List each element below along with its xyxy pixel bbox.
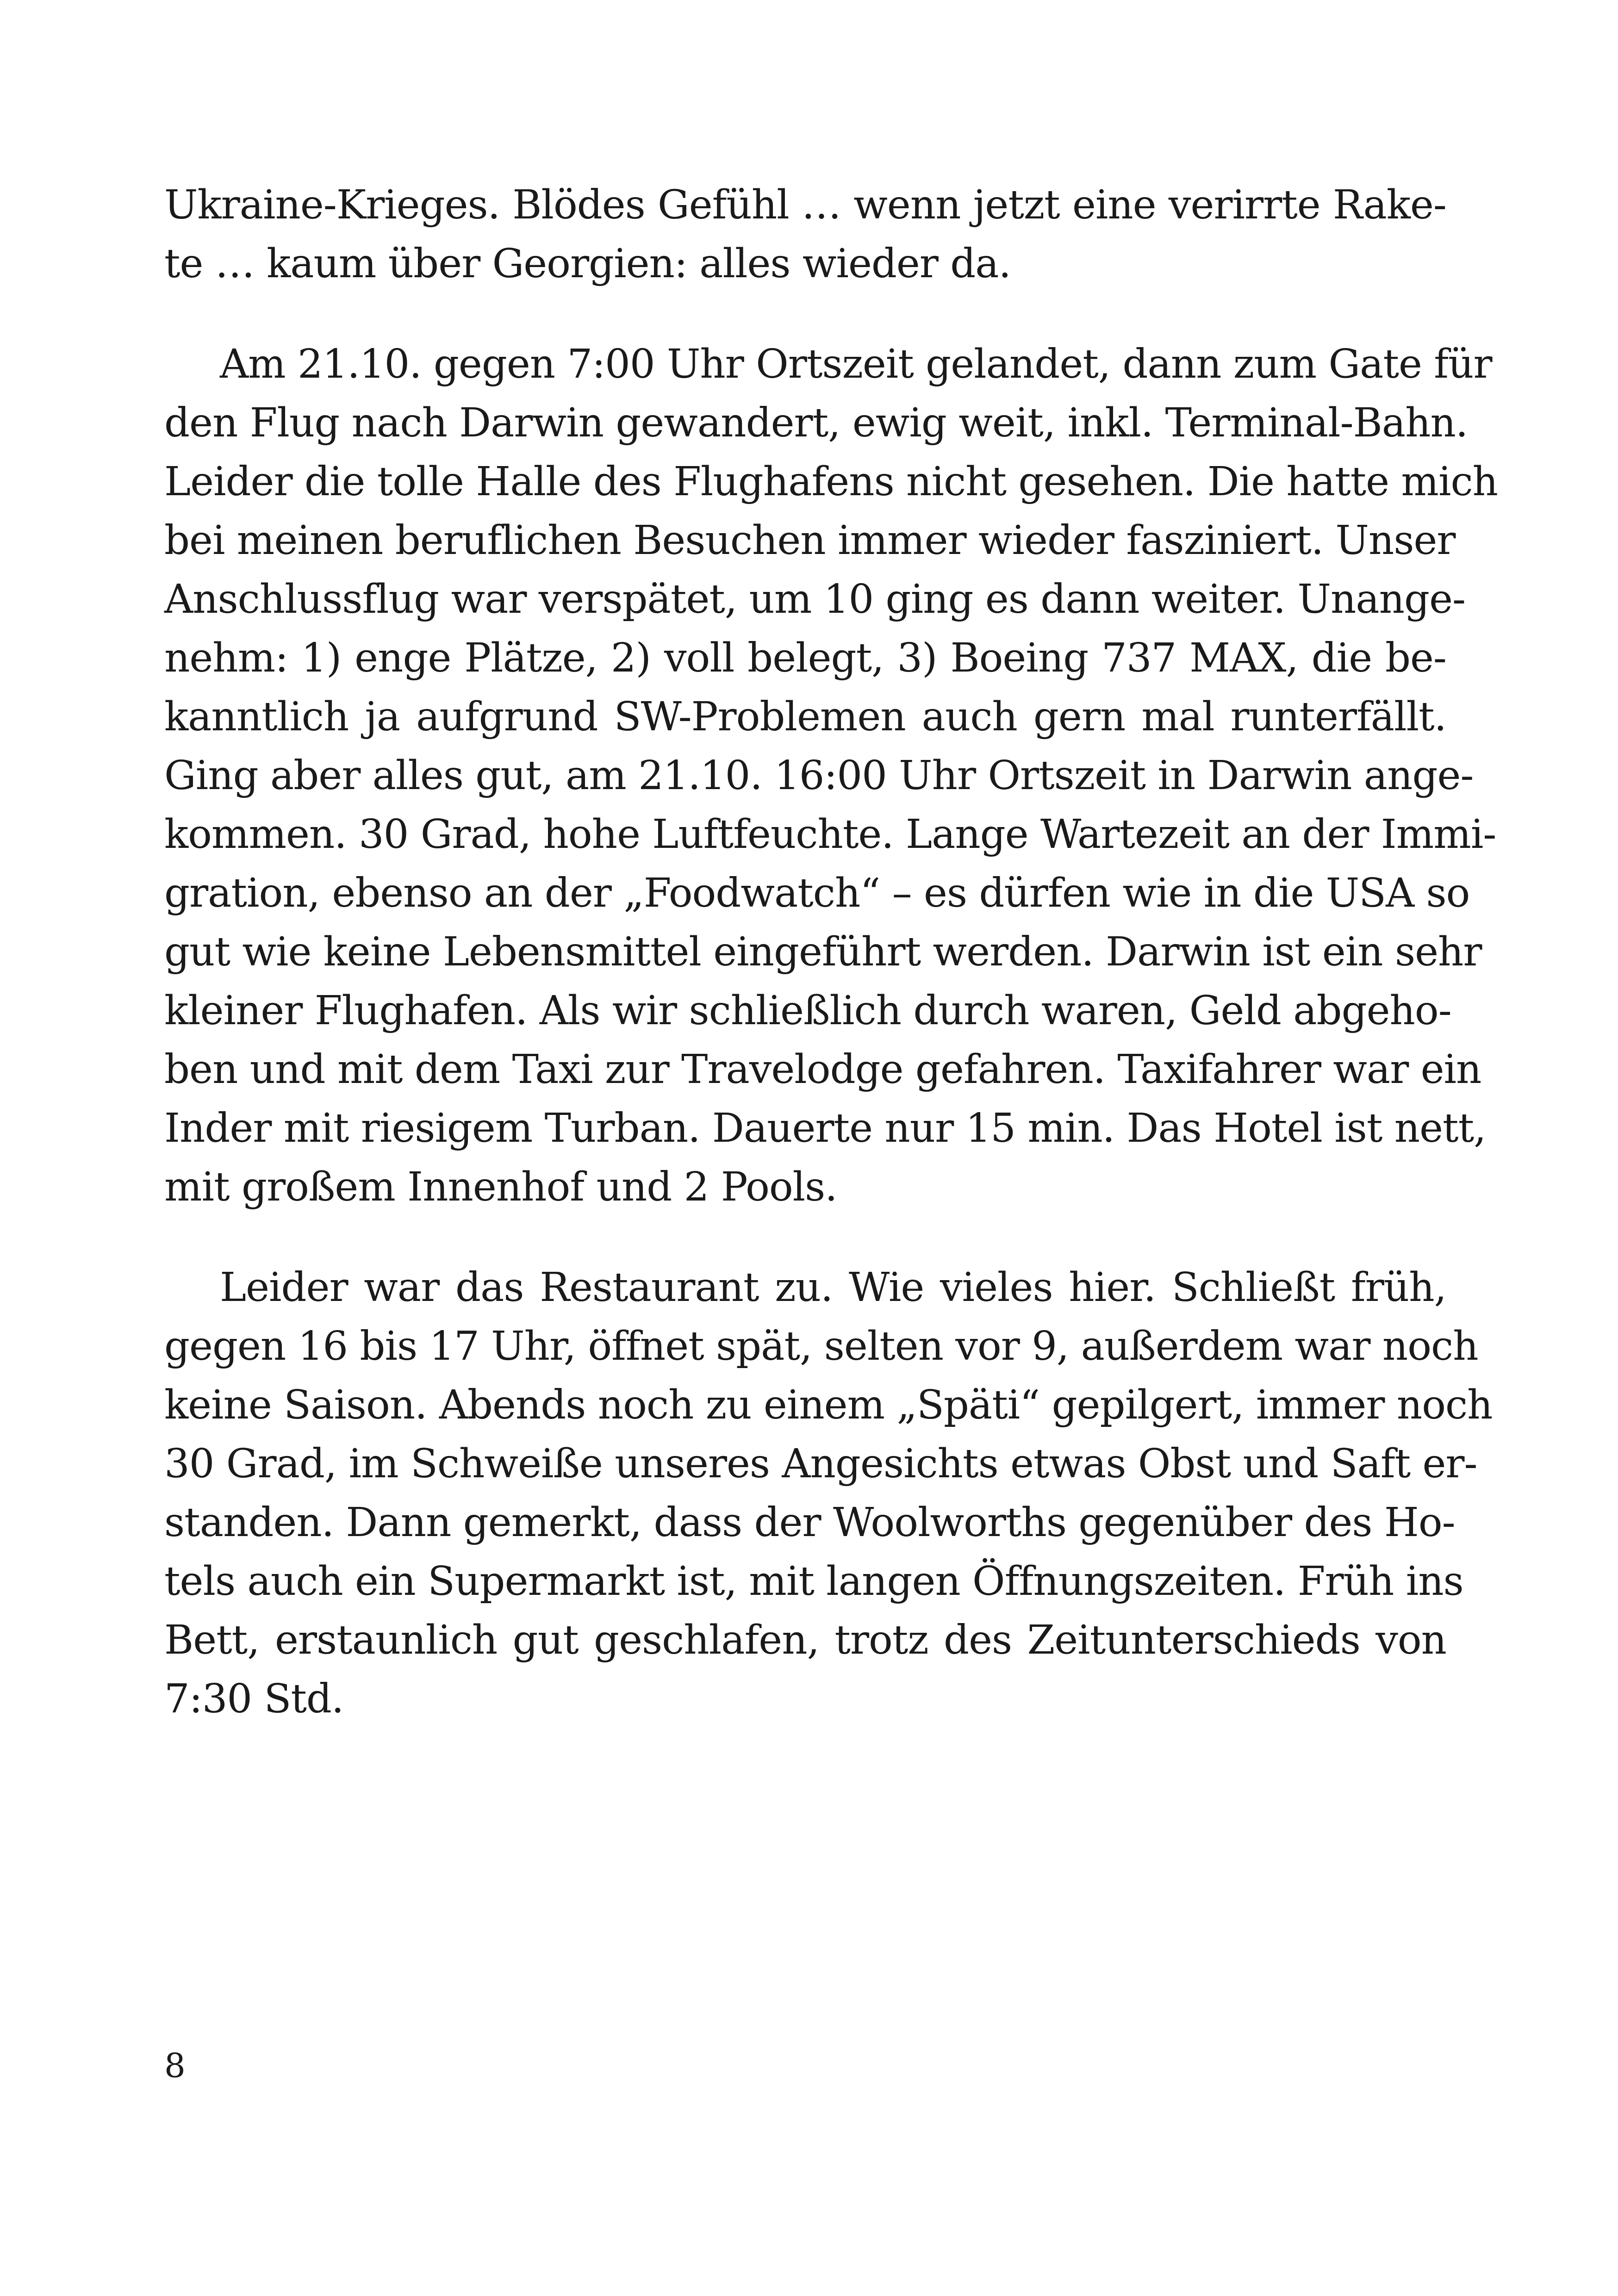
text-line: ben und mit dem Taxi zur Travelodge gefahren. Taxifahrer war ein [164, 1046, 1481, 1093]
paragraph-3 [164, 1258, 1493, 1729]
text-line: bei meinen beruflichen Besuchen immer wieder fasziniert. Unser [164, 517, 1456, 564]
text-line: Leider war das Restaurant zu. Wie vieles hier. Schließt früh, [220, 1264, 1446, 1311]
text-line: 7:30 Std. [164, 1676, 344, 1722]
text-line: kommen. 30 Grad, hohe Luftfeuchte. Lange Wartezeit an der Immi- [164, 811, 1496, 858]
text-line: keine Saison. Abends noch zu einem „Späti“ gepilgert, immer noch [164, 1382, 1493, 1428]
text-line: gration, ebenso an der „Foodwatch“ – es dürfen wie in die USA so [164, 870, 1470, 916]
paragraph-2 [164, 335, 1498, 1217]
text-line: mit großem Innenhof und 2 Pools. [164, 1164, 837, 1210]
text-line: den Flug nach Darwin gewandert, ewig weit, inkl. Terminal-Bahn. [164, 400, 1468, 446]
text-line: te … kaum über Georgien: alles wieder da. [164, 241, 1011, 287]
text-line: Bett, erstaunlich gut geschlafen, trotz des Zeitunterschieds von [164, 1617, 1446, 1663]
page-number: 8 [164, 2046, 186, 2085]
body-text [164, 176, 1498, 1729]
text-line: Inder mit riesigem Turban. Dauerte nur 15 min. Das Hotel ist nett, [164, 1105, 1486, 1151]
text-line: 30 Grad, im Schweiße unseres Angesichts etwas Obst und Saft er- [164, 1441, 1477, 1487]
text-line: Ging aber alles gut, am 21.10. 16:00 Uhr Ortszeit in Darwin ange- [164, 753, 1474, 799]
text-line: tels auch ein Supermarkt ist, mit langen Öffnungszeiten. Früh ins [164, 1558, 1463, 1605]
text-line: nehm: 1) enge Plätze, 2) voll belegt, 3) Boeing 737 MAX, die be- [164, 635, 1446, 681]
text-line: gegen 16 bis 17 Uhr, öffnet spät, selten vor 9, außerdem war noch [164, 1323, 1478, 1369]
text-line: standen. Dann gemerkt, dass der Woolworths gegenüber des Ho- [164, 1500, 1455, 1546]
text-line: Anschlussflug war verspätet, um 10 ging es dann weiter. Unange- [164, 576, 1466, 622]
text-line: Ukraine-Krieges. Blödes Gefühl … wenn jetzt eine verirrte Rake- [164, 182, 1446, 228]
text-line: Leider die tolle Halle des Flughafens nicht gesehen. Die hatte mich [164, 459, 1498, 505]
text-line: Am 21.10. gegen 7:00 Uhr Ortszeit gelandet, dann zum Gate für [220, 341, 1492, 387]
paragraph-1 [164, 176, 1446, 293]
text-line: kleiner Flughafen. Als wir schließlich durch waren, Geld abgeho- [164, 988, 1451, 1034]
text-line: kanntlich ja aufgrund SW-Problemen auch gern mal runterfällt. [164, 694, 1446, 740]
text-line: gut wie keine Lebensmittel eingeführt werden. Darwin ist ein sehr [164, 929, 1482, 975]
